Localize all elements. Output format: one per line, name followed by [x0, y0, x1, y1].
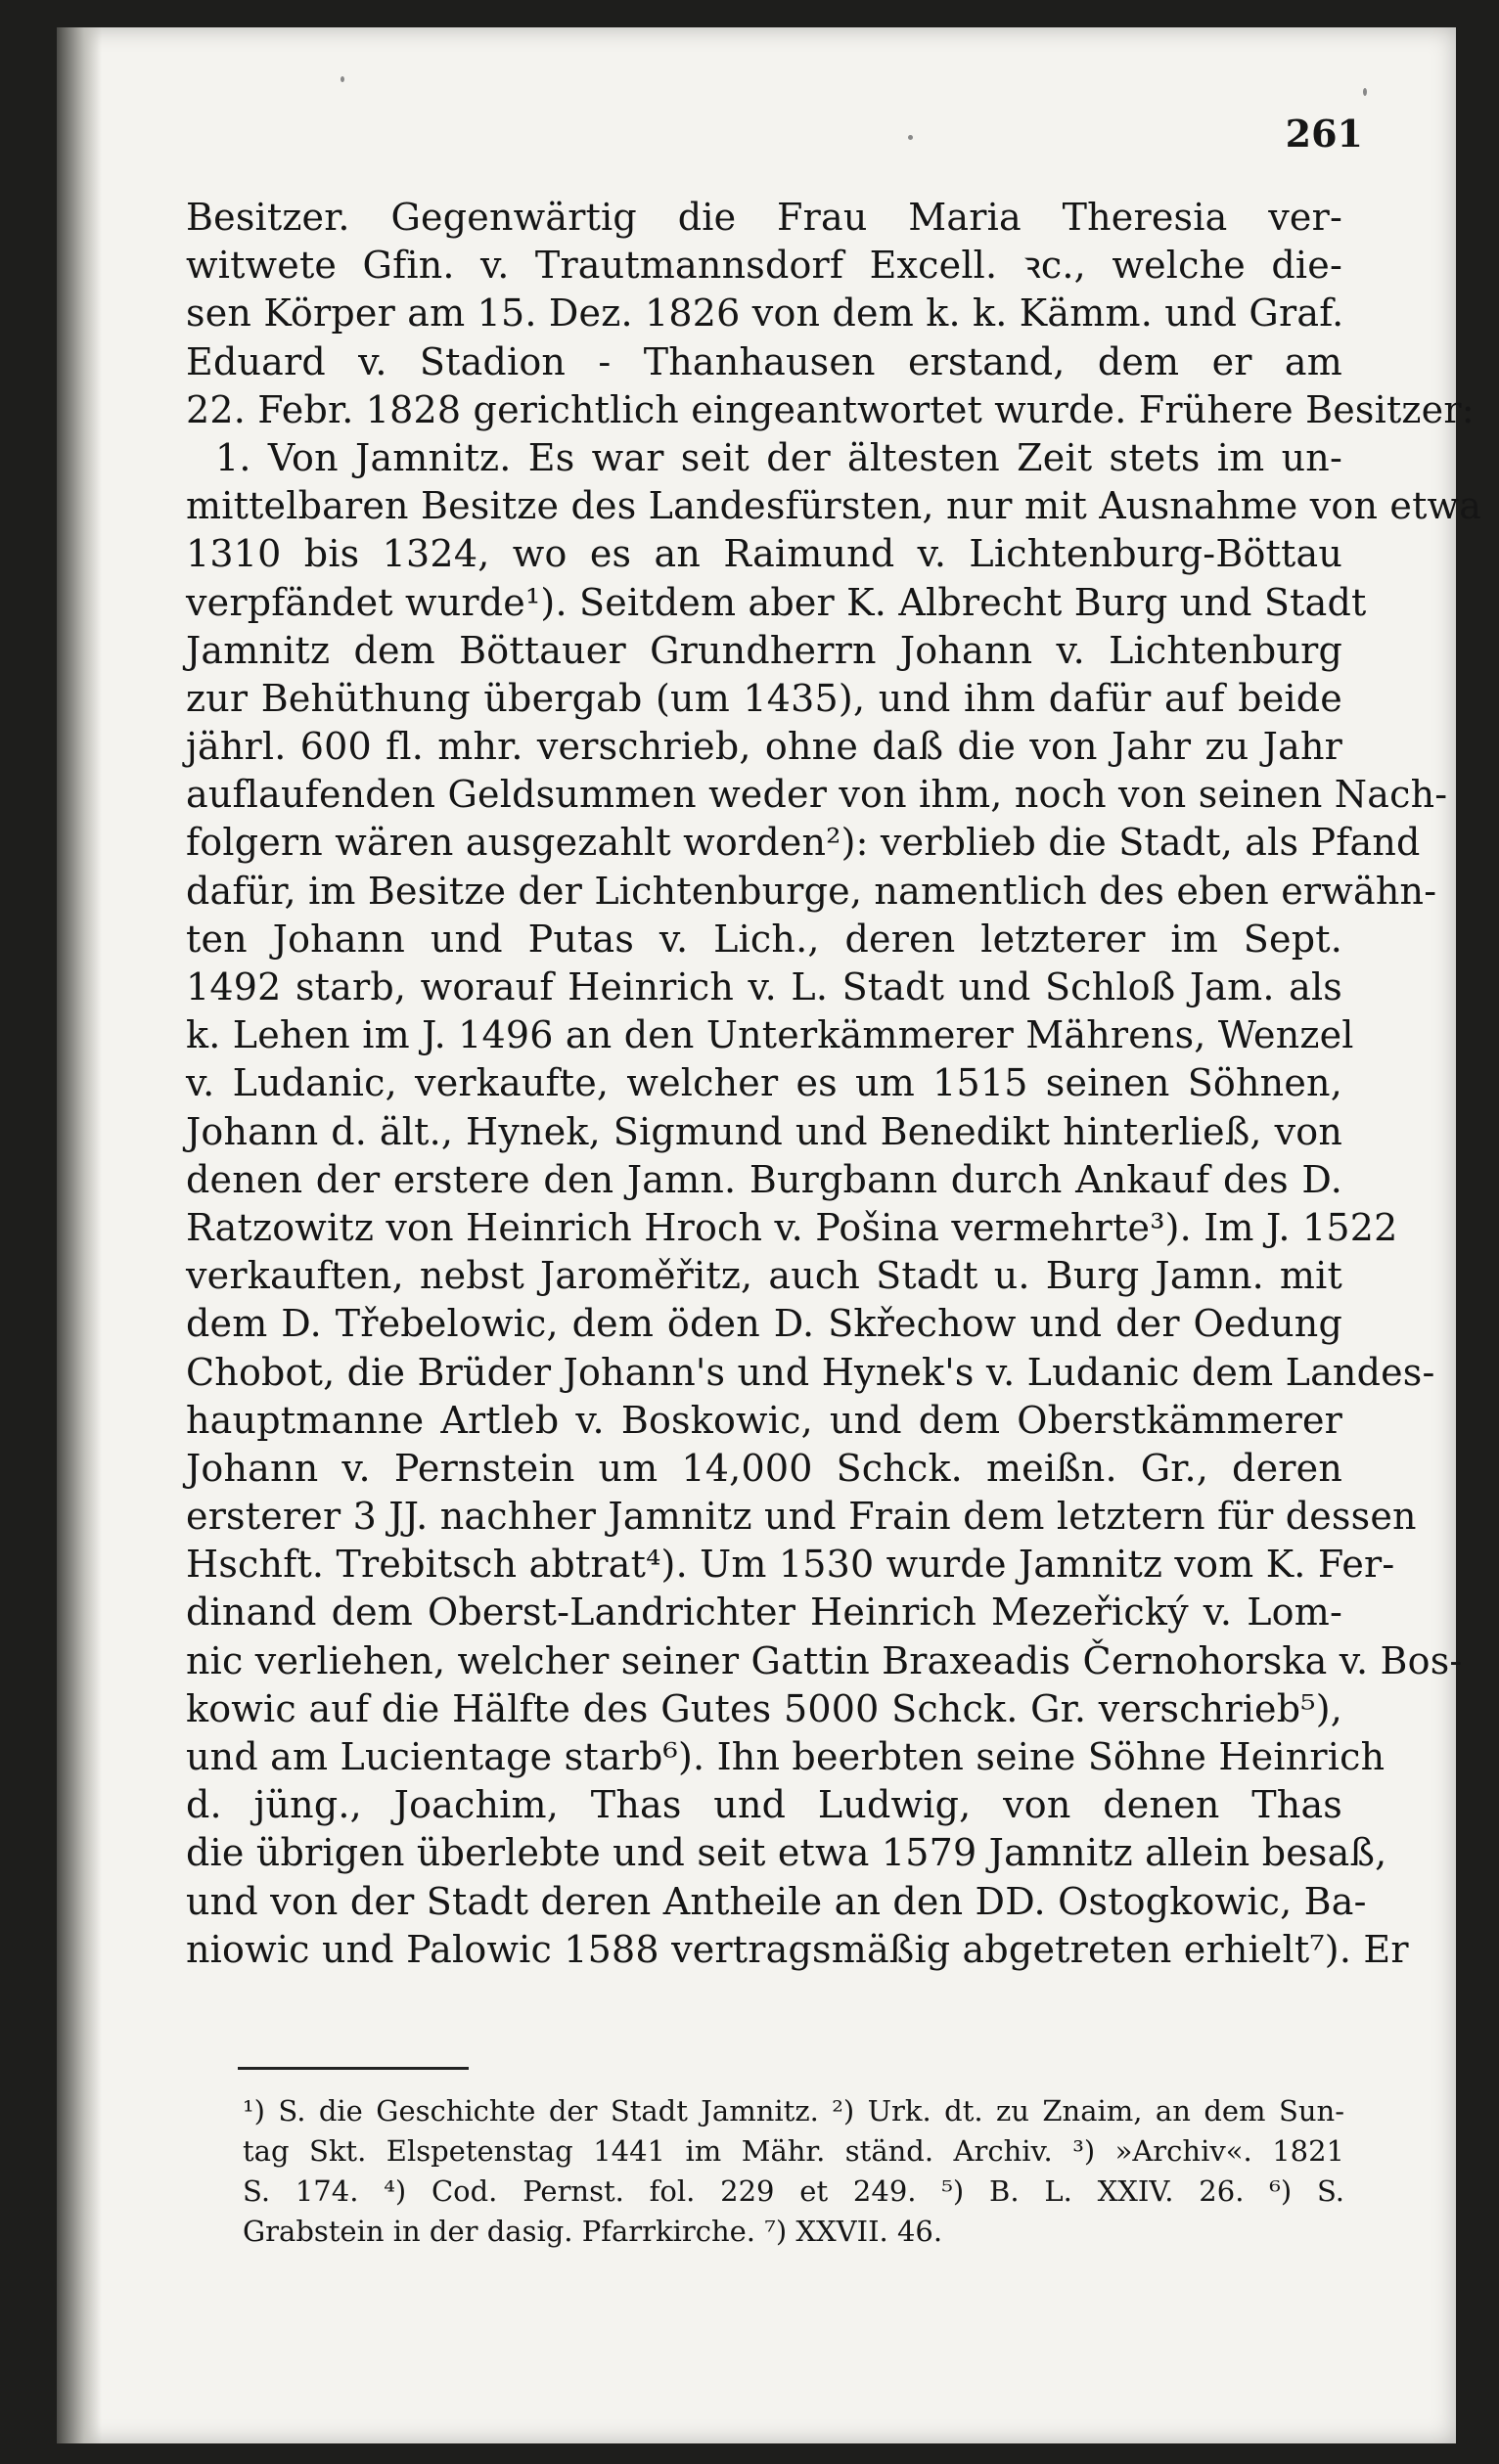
- text-line: 22. Febr. 1828 gerichtlich eingeantwortet wurde. Frühere Besitzer:: [186, 387, 1475, 431]
- footnote-line: Grabstein in der dasig. Pfarrkirche. ⁷) XXVII. 46.: [243, 2215, 943, 2248]
- text-line: dafür, im Besitze der Lichtenburge, namentlich des eben erwähn-: [186, 869, 1437, 913]
- text-line: dem D. Třebelowic, dem öden D. Skřechow und der Oedung: [186, 1302, 1342, 1346]
- page-number: 261: [1285, 112, 1363, 156]
- footnote-divider: [238, 2067, 469, 2070]
- text-line: 1310 bis 1324, wo es an Raimund v. Lichtenburg-Böttau: [186, 532, 1342, 576]
- paper-speck: [1363, 88, 1367, 96]
- text-line: Johann d. ält., Hynek, Sigmund und Benedikt hinterließ, von: [186, 1109, 1342, 1153]
- text-line: jährl. 600 fl. mhr. verschrieb, ohne daß die von Jahr zu Jahr: [186, 725, 1342, 769]
- text-line: Johann v. Pernstein um 14,000 Schck. meißn. Gr., deren: [186, 1446, 1342, 1490]
- text-line: verpfändet wurde¹). Seitdem aber K. Albrecht Burg und Stadt: [186, 580, 1367, 624]
- text-line: nic verliehen, welcher seiner Gattin Braxeadis Černohorska v. Bos-: [186, 1638, 1463, 1682]
- text-line: d. jüng., Joachim, Thas und Ludwig, von denen Thas: [186, 1783, 1342, 1827]
- text-line: verkauften, nebst Jaroměřitz, auch Stadt u. Burg Jamn. mit: [186, 1254, 1342, 1298]
- text-line: hauptmanne Artleb v. Boskowic, und dem Oberstkämmerer: [186, 1398, 1342, 1442]
- text-line: auflaufenden Geldsummen weder von ihm, noch von seinen Nach-: [186, 773, 1448, 817]
- text-line: ersterer 3 JJ. nachher Jamnitz und Frain dem letztern für dessen: [186, 1495, 1417, 1539]
- footnote-line: S. 174. ⁴) Cod. Pernst. fol. 229 et 249. ⁵) B. L. XXIV. 26. ⁶) S.: [243, 2174, 1344, 2208]
- text-line: Eduard v. Stadion - Thanhausen erstand, dem er am: [186, 339, 1342, 383]
- text-line: dinand dem Oberst-Landrichter Heinrich Mezeřický v. Lom-: [186, 1590, 1342, 1635]
- text-line: sen Körper am 15. Dez. 1826 von dem k. k. Kämm. und Graf.: [186, 291, 1344, 336]
- text-line: witwete Gfin. v. Trautmannsdorf Excell. ꝛc., welche die-: [186, 244, 1342, 288]
- text-line: 1. Von Jamnitz. Es war seit der ältesten Zeit stets im un-: [215, 435, 1342, 479]
- text-line: v. Ludanic, verkaufte, welcher es um 1515 seinen Söhnen,: [186, 1061, 1342, 1105]
- book-page: [57, 27, 1482, 2443]
- text-line: die übrigen überlebte und seit etwa 1579 Jamnitz allein besaß,: [186, 1831, 1387, 1875]
- text-line: k. Lehen im J. 1496 an den Unterkämmerer Mährens, Wenzel: [186, 1013, 1354, 1057]
- text-line: 1492 starb, worauf Heinrich v. L. Stadt und Schloß Jam. als: [186, 965, 1342, 1008]
- footnote-line: tag Skt. Elspetenstag 1441 im Mähr. ständ. Archiv. ³) »Archiv«. 1821: [243, 2134, 1344, 2168]
- text-line: und von der Stadt deren Antheile an den DD. Ostogkowic, Ba-: [186, 1879, 1367, 1923]
- footnotes: [243, 2091, 1344, 2252]
- text-line: folgern wären ausgezahlt worden²): verblieb die Stadt, als Pfand: [186, 821, 1421, 865]
- text-line: ten Johann und Putas v. Lich., deren letzterer im Sept.: [186, 917, 1342, 961]
- paper-speck: [908, 135, 913, 140]
- text-line: zur Behüthung übergab (um 1435), und ihm dafür auf beide: [186, 676, 1342, 720]
- text-line: Chobot, die Brüder Johann's und Hynek's v. Ludanic dem Landes-: [186, 1350, 1435, 1394]
- text-line: niowic und Palowic 1588 vertragsmäßig abgetreten erhielt⁷). Er: [186, 1927, 1409, 1971]
- text-line: Jamnitz dem Böttauer Grundherrn Johann v. Lichtenburg: [186, 628, 1342, 672]
- paper-speck: [341, 76, 344, 82]
- binding-shadow: [57, 27, 102, 2443]
- text-line: und am Lucientage starb⁶). Ihn beerbten seine Söhne Heinrich: [186, 1735, 1385, 1778]
- text-line: denen der erstere den Jamn. Burgbann durch Ankauf des D.: [186, 1157, 1342, 1201]
- text-line: Besitzer. Gegenwärtig die Frau Maria Theresia ver-: [186, 196, 1342, 239]
- text-line: kowic auf die Hälfte des Gutes 5000 Schck. Gr. verschrieb⁵),: [186, 1686, 1342, 1730]
- footnote-line: ¹) S. die Geschichte der Stadt Jamnitz. ²) Urk. dt. zu Znaim, an dem Sun-: [243, 2094, 1344, 2128]
- text-line: mittelbaren Besitze des Landesfürsten, nur mit Ausnahme von etwa: [186, 484, 1482, 528]
- text-line: Ratzowitz von Heinrich Hroch v. Pošina vermehrte³). Im J. 1522: [186, 1205, 1398, 1249]
- text-line: Hschft. Trebitsch abtrat⁴). Um 1530 wurde Jamnitz vom K. Fer-: [186, 1543, 1395, 1587]
- main-text: [186, 194, 1482, 1974]
